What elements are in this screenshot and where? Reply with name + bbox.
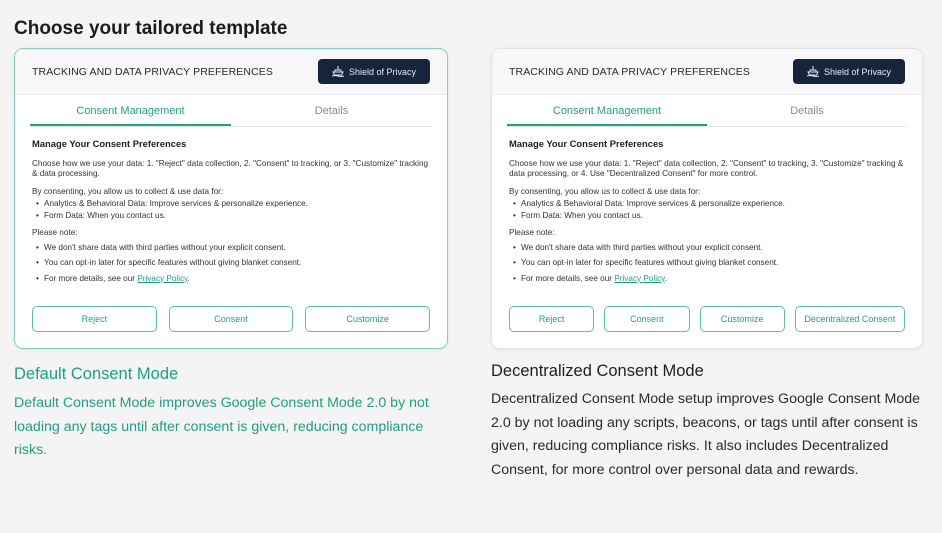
reject-button[interactable]: Reject <box>509 306 594 332</box>
customize-button[interactable]: Customize <box>305 306 430 332</box>
note-item: • We don't share data with third parties without your explicit consent. <box>513 243 905 254</box>
note-item: • We don't share data with third parties without your explicit consent. <box>36 243 430 254</box>
consent-intro: Choose how we use your data: 1. "Reject" data collection, 2. "Consent" to tracking, 3. "Customize" tracking & data processing, or 4. Use "Decentralized Consent" for more control. <box>509 158 904 178</box>
consent-button[interactable]: Consent <box>169 306 294 332</box>
details-period: . <box>187 273 190 283</box>
consent-card-preview[interactable] <box>14 48 448 349</box>
brand-badge <box>318 59 430 84</box>
tab-bar <box>30 101 432 127</box>
note-heading: Please note: <box>32 228 78 237</box>
template-option-decentralized[interactable] <box>491 48 923 482</box>
card-header-title: TRACKING AND DATA PRIVACY PREFERENCES <box>32 65 273 78</box>
brand-label: Shield of Privacy <box>823 66 892 77</box>
usage-heading: By consenting, you allow us to collect & use data for: <box>509 186 701 196</box>
usage-item: • Form Data: When you contact us. <box>513 211 905 222</box>
note-item-details <box>513 274 905 285</box>
consent-button[interactable]: Consent <box>604 306 689 332</box>
details-prefix: For more details, see our <box>44 273 136 283</box>
reject-button[interactable]: Reject <box>32 306 157 332</box>
privacy-policy-link[interactable]: Privacy Policy <box>137 273 188 283</box>
template-title: Default Consent Mode <box>14 365 179 383</box>
privacy-policy-link[interactable]: Privacy Policy <box>614 273 665 283</box>
template-description: Decentralized Consent Mode setup improves Google Consent Mode 2.0 by not loading any scripts, beacons, or tags until after consent is given, reducing compliance risks. It also includes Decentralized Consent, for more control over personal data and rewards. <box>491 391 921 478</box>
card-button-row <box>509 306 905 332</box>
usage-heading: By consenting, you allow us to collect & use data for: <box>32 186 224 196</box>
card-button-row <box>32 306 430 332</box>
template-description: Default Consent Mode improves Google Consent Mode 2.0 by not loading any tags until after consent is given, reducing compliance risks. <box>14 395 429 458</box>
template-title: Decentralized Consent Mode <box>491 362 704 380</box>
note-item: • You can opt-in later for specific features without giving blanket consent. <box>513 258 905 269</box>
ship-icon <box>332 66 344 77</box>
consent-intro: Choose how we use your data: 1. "Reject" data collection, 2. "Consent" to tracking, or 3. "Customize" tracking & data processing. <box>32 158 429 178</box>
card-header <box>492 49 922 95</box>
usage-item: • Analytics & Behavioral Data: Improve services & personalize experience. <box>36 199 430 210</box>
tab-consent-management[interactable]: Consent Management <box>507 101 707 126</box>
tab-details[interactable]: Details <box>790 105 824 117</box>
decentralized-consent-button[interactable]: Decentralized Consent <box>795 306 905 332</box>
template-option-default[interactable] <box>14 48 448 463</box>
consent-card-preview[interactable] <box>491 48 923 349</box>
ship-icon <box>807 66 819 77</box>
tab-details[interactable]: Details <box>314 105 349 117</box>
details-period: . <box>664 273 667 283</box>
brand-label: Shield of Privacy <box>348 66 417 77</box>
note-heading: Please note: <box>509 228 555 237</box>
tab-consent-management[interactable]: Consent Management <box>30 101 231 126</box>
usage-item: • Form Data: When you contact us. <box>36 211 430 222</box>
details-prefix: For more details, see our <box>521 273 613 283</box>
usage-item: • Analytics & Behavioral Data: Improve services & personalize experience. <box>513 199 905 210</box>
card-header <box>15 49 447 95</box>
page-title: Choose your tailored template <box>14 18 288 39</box>
consent-heading: Manage Your Consent Preferences <box>32 138 187 149</box>
tab-bar <box>507 101 907 127</box>
note-item-details <box>36 274 430 285</box>
note-item: • You can opt-in later for specific features without giving blanket consent. <box>36 258 430 269</box>
card-body <box>492 127 922 284</box>
brand-badge <box>793 59 905 84</box>
customize-button[interactable]: Customize <box>700 306 785 332</box>
card-body <box>15 127 447 284</box>
consent-heading: Manage Your Consent Preferences <box>509 138 664 149</box>
card-header-title: TRACKING AND DATA PRIVACY PREFERENCES <box>509 65 750 78</box>
